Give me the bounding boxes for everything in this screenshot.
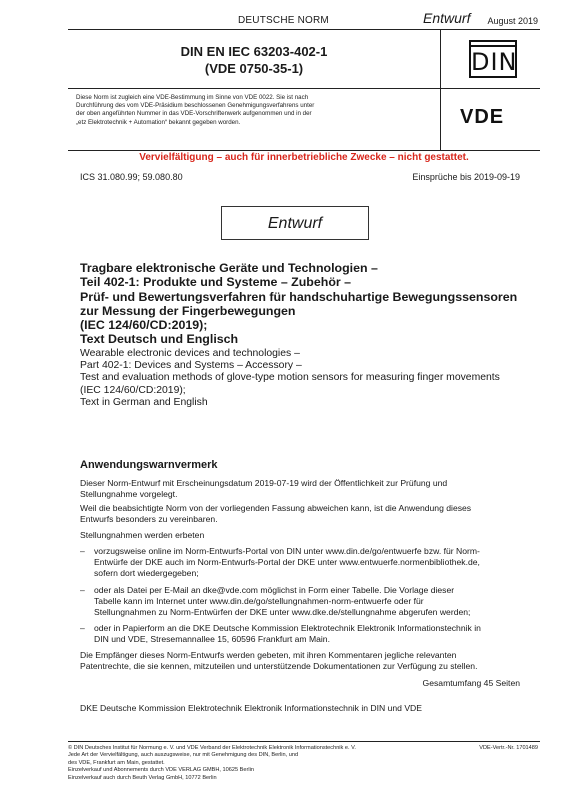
title-line: Prüf- und Bewertungsverfahren für handschuhartige Bewegungssensoren	[80, 289, 518, 304]
paragraph-line: Stellungnahmen werden erbeten	[80, 530, 205, 540]
footer-line: Einzelverkauf und Abonnements durch VDE VERLAG GMBH, 10625 Berlin	[68, 767, 254, 774]
title-line: (IEC 124/60/CD:2019);	[80, 384, 186, 396]
paragraph-deviation	[80, 503, 520, 525]
footer-line: Jede Art der Vervielfältigung, auch auszugsweise, nur mit Genehmigung des DIN, Berlin, und	[68, 752, 299, 759]
draft-stamp-box: Entwurf	[221, 206, 369, 240]
notice-line: der oben angeführten Nummer in das VDE-Vorschriftenwerk aufgenommen und in der	[76, 110, 312, 118]
din-logo-text: DIN	[471, 48, 518, 76]
ics-codes: ICS 31.080.99; 59.080.80	[80, 172, 183, 182]
issue-date: August 2019	[487, 16, 538, 26]
paragraph-comments-requested	[80, 530, 520, 541]
copyright-footer	[68, 745, 448, 782]
document-number-cell	[68, 30, 441, 89]
title-block-divider	[68, 150, 540, 151]
vde-notice-text	[76, 94, 438, 127]
vde-classification-number: (VDE 0750-35-1)	[204, 61, 304, 76]
vde-order-number: VDE-Vertr.-Nr. 1701489	[479, 745, 538, 751]
paragraph-line: Patentrechte, die sie kennen, mitzuteilen und unterstützende Dokumentationen zur Verfügung zu stellen.	[80, 660, 478, 671]
draft-label: Entwurf	[423, 10, 471, 26]
paragraph-patent-rights	[80, 650, 520, 672]
list-dash: –	[80, 546, 85, 556]
paragraph-line: Weil die beabsichtigte Norm von der vorliegenden Fassung abweichen kann, ist die Anwendung dieses	[80, 503, 472, 513]
list-dash: –	[80, 623, 85, 633]
paragraph-line: Die Empfänger dieses Norm-Entwurfs werden gebeten, mit ihren Kommentaren jegliche relevanten	[80, 650, 457, 660]
norm-type-label: DEUTSCHE NORM	[238, 15, 329, 26]
german-title	[80, 261, 550, 347]
title-block	[68, 30, 540, 150]
vde-logo: VDE	[460, 106, 505, 128]
notice-line: Durchführung des vom VDE-Präsidium beschlossenen Genehmigungsverfahrens unter	[76, 102, 315, 110]
title-line: Text Deutsch und Englisch	[80, 332, 239, 347]
list-line: Tabelle kann im Internet unter www.din.de/go/stellungnahmen-norm-entwuerfe oder für	[94, 595, 424, 606]
footer-line: des VDE, Frankfurt am Main, gestattet.	[68, 759, 165, 766]
list-line: vorzugsweise online im Norm-Entwurfs-Portal von DIN unter www.din.de/go/entwuerfe bzw. für Norm-	[94, 546, 480, 556]
footer-line: © DIN Deutsches Institut für Normung e. V. und VDE Verband der Elektrotechnik Elektronik Informationstechnik e. V.	[68, 745, 356, 751]
title-line: Part 402-1: Devices and Systems – Accessory –	[80, 360, 302, 372]
title-line: Wearable electronic devices and technologies –	[80, 348, 300, 359]
list-dash: –	[80, 585, 85, 595]
total-page-count: Gesamtumfang 45 Seiten	[422, 678, 520, 688]
top-header	[68, 12, 540, 30]
title-line: (IEC 124/60/CD:2019);	[80, 318, 208, 333]
notice-line: „etz Elektrotechnik + Automation“ bekannt gegeben worden.	[76, 118, 241, 126]
list-line: DIN und VDE, Stresemannallee 15, 60596 Frankfurt am Main.	[94, 633, 330, 644]
title-line: zur Messung der Fingerbewegungen	[80, 303, 296, 318]
vde-notice-cell	[68, 89, 441, 150]
dke-committee-line: DKE Deutsche Kommission Elektrotechnik Elektronik Informationstechnik in DIN und VDE	[80, 703, 422, 713]
din-logo	[469, 40, 517, 78]
list-line: Entwürfe der DKE auch im Norm-Entwurfs-Portal der DKE unter www.entwuerfe.normenbibliothek.de,	[94, 556, 480, 567]
footer-line: Einzelverkauf auch durch Beuth Verlag GmbH, 10772 Berlin	[68, 774, 217, 781]
list-line: oder in Papierform an die DKE Deutsche Kommission Elektrotechnik Elektronik Informationstechnik in	[94, 623, 481, 633]
list-line: oder als Datei per E-Mail an dke@vde.com möglichst in Form einer Tabelle. Die Vorlage dieser	[94, 585, 455, 595]
title-line: Text in German and English	[80, 396, 208, 408]
title-line: Teil 402-1: Produkte und Systeme – Zubehör –	[80, 275, 352, 290]
notice-line: Diese Norm ist zugleich eine VDE-Bestimmung im Sinne von VDE 0022. Sie ist nach	[76, 94, 309, 101]
list-line: Stellungnahmen zu Norm-Entwürfen der DKE unter www.dke.de/stellungnahme abgerufen werden;	[94, 606, 471, 617]
paragraph-line: Dieser Norm-Entwurf mit Erscheinungsdatum 2019-07-19 wird der Öffentlichkeit zur Prüfung und	[80, 478, 448, 488]
din-logo-bar	[471, 45, 515, 47]
footer-divider	[68, 741, 540, 742]
title-line: Test and evaluation methods of glove-type motion sensors for measuring finger movements	[80, 372, 500, 384]
english-title	[80, 348, 550, 409]
document-number: DIN EN IEC 63203-402-1	[180, 44, 328, 59]
list-line: sofern dort wiedergegeben;	[94, 567, 199, 578]
paragraph-line: Stellungnahme vorgelegt.	[80, 488, 178, 499]
din-logo-cell	[441, 30, 540, 89]
reproduction-warning: Vervielfältigung – auch für innerbetriebliche Zwecke – nicht gestattet.	[139, 152, 469, 163]
title-line: Tragbare elektronische Geräte und Technologien –	[80, 261, 378, 275]
application-warning-heading: Anwendungswarnvermerk	[80, 459, 218, 471]
paragraph-publication	[80, 478, 520, 500]
objection-deadline: Einsprüche bis 2019-09-19	[412, 172, 520, 182]
paragraph-line: Entwurfs besonders zu vereinbaren.	[80, 513, 218, 524]
